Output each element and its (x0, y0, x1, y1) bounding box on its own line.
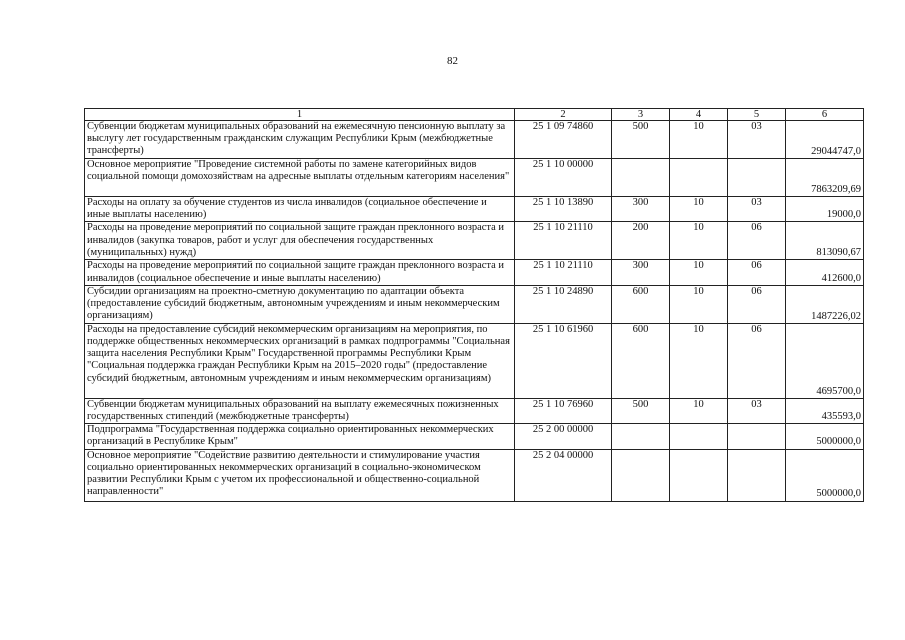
subsection-code: 03 (728, 197, 786, 222)
subsection-code: 06 (728, 285, 786, 323)
amount: 5000000,0 (786, 449, 864, 501)
subsection-code: 03 (728, 398, 786, 423)
amount: 5000000,0 (786, 424, 864, 449)
table-header-row (85, 109, 864, 121)
subsection-code (728, 159, 786, 197)
expense-description: Подпрограмма "Государственная поддержка социально ориентированных некоммерческих организаций в Республике Крым" (85, 424, 515, 449)
budget-table (84, 108, 864, 502)
expense-description: Субвенции бюджетам муниципальных образований на ежемесячную пенсионную выплату за выслугу лет государственным гражданским служащим Республики Крым (межбюджетные трансферты) (85, 121, 515, 159)
section-code: 10 (670, 222, 728, 260)
budget-code: 25 2 04 00000 (515, 449, 612, 501)
column-header: 5 (728, 109, 786, 121)
table-row (85, 121, 864, 159)
section-code (670, 449, 728, 501)
budget-code: 25 1 09 74860 (515, 121, 612, 159)
table-row (85, 260, 864, 285)
table-row (85, 159, 864, 197)
page-number: 82 (447, 55, 458, 67)
section-code: 10 (670, 398, 728, 423)
subsection-code: 06 (728, 260, 786, 285)
expense-type-code: 500 (612, 398, 670, 423)
table-row (85, 424, 864, 449)
column-header: 6 (786, 109, 864, 121)
section-code (670, 424, 728, 449)
amount: 4695700,0 (786, 323, 864, 398)
section-code: 10 (670, 285, 728, 323)
section-code (670, 159, 728, 197)
expense-type-code (612, 449, 670, 501)
section-code: 10 (670, 323, 728, 398)
subsection-code (728, 424, 786, 449)
budget-code: 25 1 10 61960 (515, 323, 612, 398)
expense-type-code: 500 (612, 121, 670, 159)
budget-code: 25 1 10 76960 (515, 398, 612, 423)
table-row (85, 197, 864, 222)
expense-description: Расходы на проведение мероприятий по социальной защите граждан преклонного возраста и инвалидов (социальное обеспечение и иные выплаты населению) (85, 260, 515, 285)
column-header: 4 (670, 109, 728, 121)
amount: 813090,67 (786, 222, 864, 260)
budget-code: 25 2 00 00000 (515, 424, 612, 449)
section-code: 10 (670, 121, 728, 159)
column-header: 2 (515, 109, 612, 121)
budget-code: 25 1 10 21110 (515, 260, 612, 285)
expense-description: Субсидии организациям на проектно-сметную документацию по адаптации объекта (предоставление субсидий бюджетным, автономным учреждениям и иным некоммерческим организациям) (85, 285, 515, 323)
budget-code: 25 1 10 24890 (515, 285, 612, 323)
column-header: 3 (612, 109, 670, 121)
expense-description: Расходы на предоставление субсидий некоммерческим организациям на мероприятия, по поддержке общественных некоммерческих организаций в рамках подпрограммы "Социальная защита населения Республики Крым" Государственной программы Республики Крым "Социальная поддержка граждан Республики Крым на 2015–2020 годы" (предоставление субсидий бюджетным, автономным учреждениям и иным некоммерческим организациям) (85, 323, 515, 398)
section-code: 10 (670, 197, 728, 222)
expense-description: Расходы на проведение мероприятий по социальной защите граждан преклонного возраста и инвалидов (закупка товаров, работ и услуг для обеспечения государственных (муниципальных) нужд) (85, 222, 515, 260)
expense-description: Основное мероприятие "Проведение системной работы по замене категорийных видов социальной помощи домохозяйствам на адресные выплаты отдельным категориям населения" (85, 159, 515, 197)
expense-description: Расходы на оплату за обучение студентов из числа инвалидов (социальное обеспечение и иные выплаты населению) (85, 197, 515, 222)
amount: 1487226,02 (786, 285, 864, 323)
budget-code: 25 1 10 00000 (515, 159, 612, 197)
expense-type-code: 600 (612, 285, 670, 323)
table-row (85, 285, 864, 323)
budget-code: 25 1 10 13890 (515, 197, 612, 222)
section-code: 10 (670, 260, 728, 285)
expense-description: Субвенции бюджетам муниципальных образований на выплату ежемесячных пожизненных государственных стипендий (межбюджетные трансферты) (85, 398, 515, 423)
subsection-code: 03 (728, 121, 786, 159)
subsection-code (728, 449, 786, 501)
amount: 19000,0 (786, 197, 864, 222)
budget-code: 25 1 10 21110 (515, 222, 612, 260)
amount: 412600,0 (786, 260, 864, 285)
subsection-code: 06 (728, 323, 786, 398)
expense-type-code: 600 (612, 323, 670, 398)
expense-type-code (612, 159, 670, 197)
subsection-code: 06 (728, 222, 786, 260)
table-row (85, 449, 864, 501)
expense-type-code (612, 424, 670, 449)
table-row (85, 398, 864, 423)
column-header: 1 (85, 109, 515, 121)
amount: 7863209,69 (786, 159, 864, 197)
table-row (85, 323, 864, 398)
expense-type-code: 300 (612, 197, 670, 222)
table-row (85, 222, 864, 260)
expense-description: Основное мероприятие "Содействие развитию деятельности и стимулирование участия социально ориентированных некоммерческих организаций в социально-экономическом развитии Республики Крым с учетом их профессиональной и общественно-социальной направленности" (85, 449, 515, 501)
expense-type-code: 300 (612, 260, 670, 285)
expense-type-code: 200 (612, 222, 670, 260)
amount: 435593,0 (786, 398, 864, 423)
amount: 29044747,0 (786, 121, 864, 159)
